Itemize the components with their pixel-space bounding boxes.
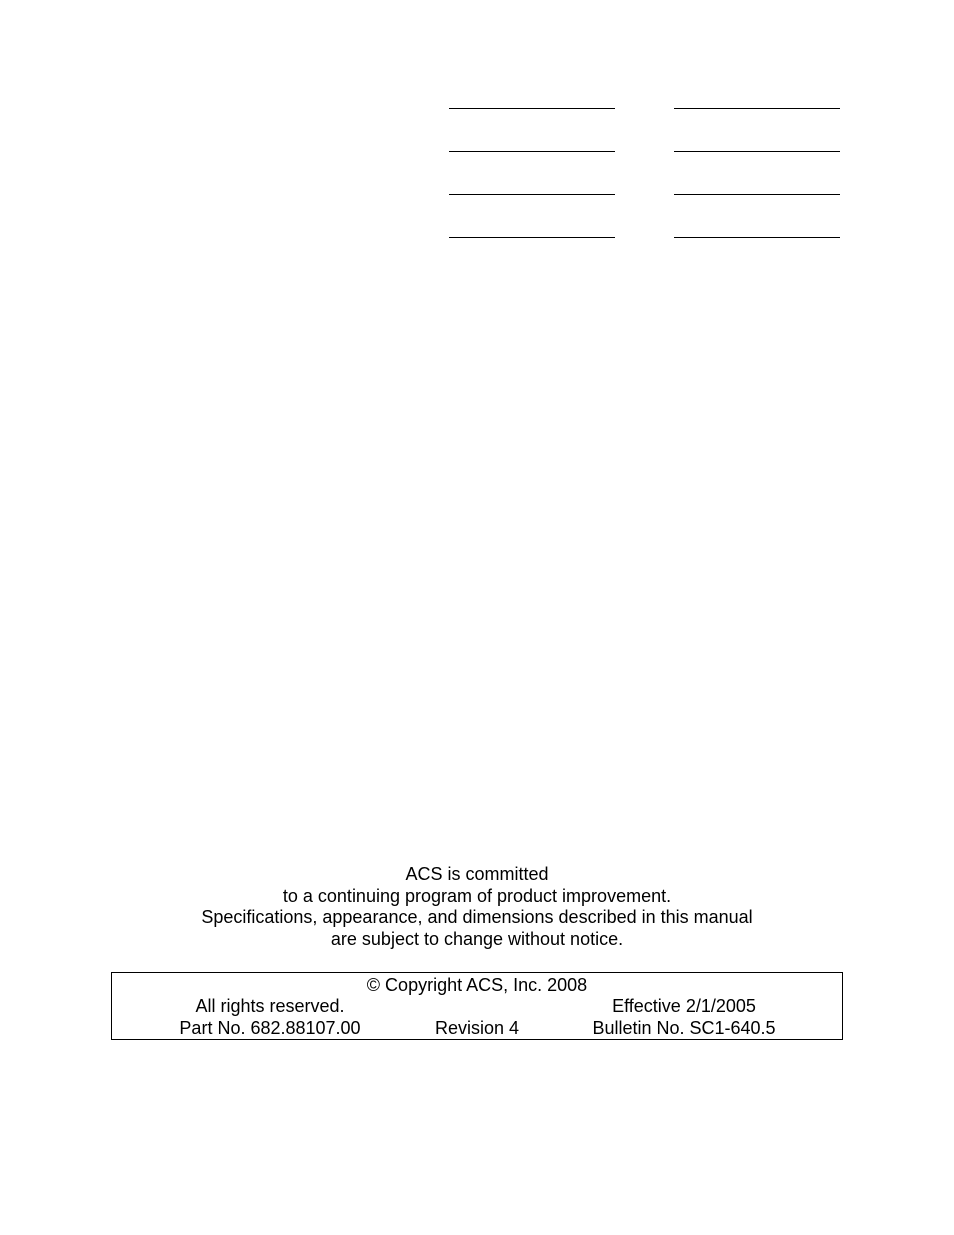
notice-line: ACS is committed bbox=[405, 864, 549, 884]
part-number-text: Part No. 682.88107.00 bbox=[179, 1018, 361, 1038]
blank-line-left bbox=[449, 182, 615, 195]
blank-line-right bbox=[674, 96, 840, 109]
blank-line-right bbox=[674, 182, 840, 195]
blank-row bbox=[449, 225, 840, 268]
blank-line-right bbox=[674, 139, 840, 152]
signature-blank-lines bbox=[449, 96, 840, 268]
notice-line: to a continuing program of product improvement. bbox=[282, 885, 672, 906]
blank-line-left bbox=[449, 225, 615, 238]
improvement-notice bbox=[0, 864, 954, 950]
blank-line-left bbox=[449, 96, 615, 109]
notice-line: are subject to change without notice. bbox=[330, 928, 624, 949]
blank-row bbox=[449, 182, 840, 225]
bulletin-number-text: Bulletin No. SC1-640.5 bbox=[592, 1018, 776, 1038]
blank-line-right bbox=[674, 225, 840, 238]
notice-line: Specifications, appearance, and dimensions described in this manual bbox=[201, 907, 753, 927]
rights-reserved-text: All rights reserved. bbox=[195, 996, 345, 1016]
blank-row bbox=[449, 139, 840, 182]
blank-row bbox=[449, 96, 840, 139]
blank-line-left bbox=[449, 139, 615, 152]
revision-text: Revision 4 bbox=[434, 1018, 520, 1038]
copyright-text: © Copyright ACS, Inc. 2008 bbox=[366, 975, 588, 995]
effective-date-text: Effective 2/1/2005 bbox=[612, 996, 756, 1016]
copyright-box bbox=[111, 972, 843, 1040]
